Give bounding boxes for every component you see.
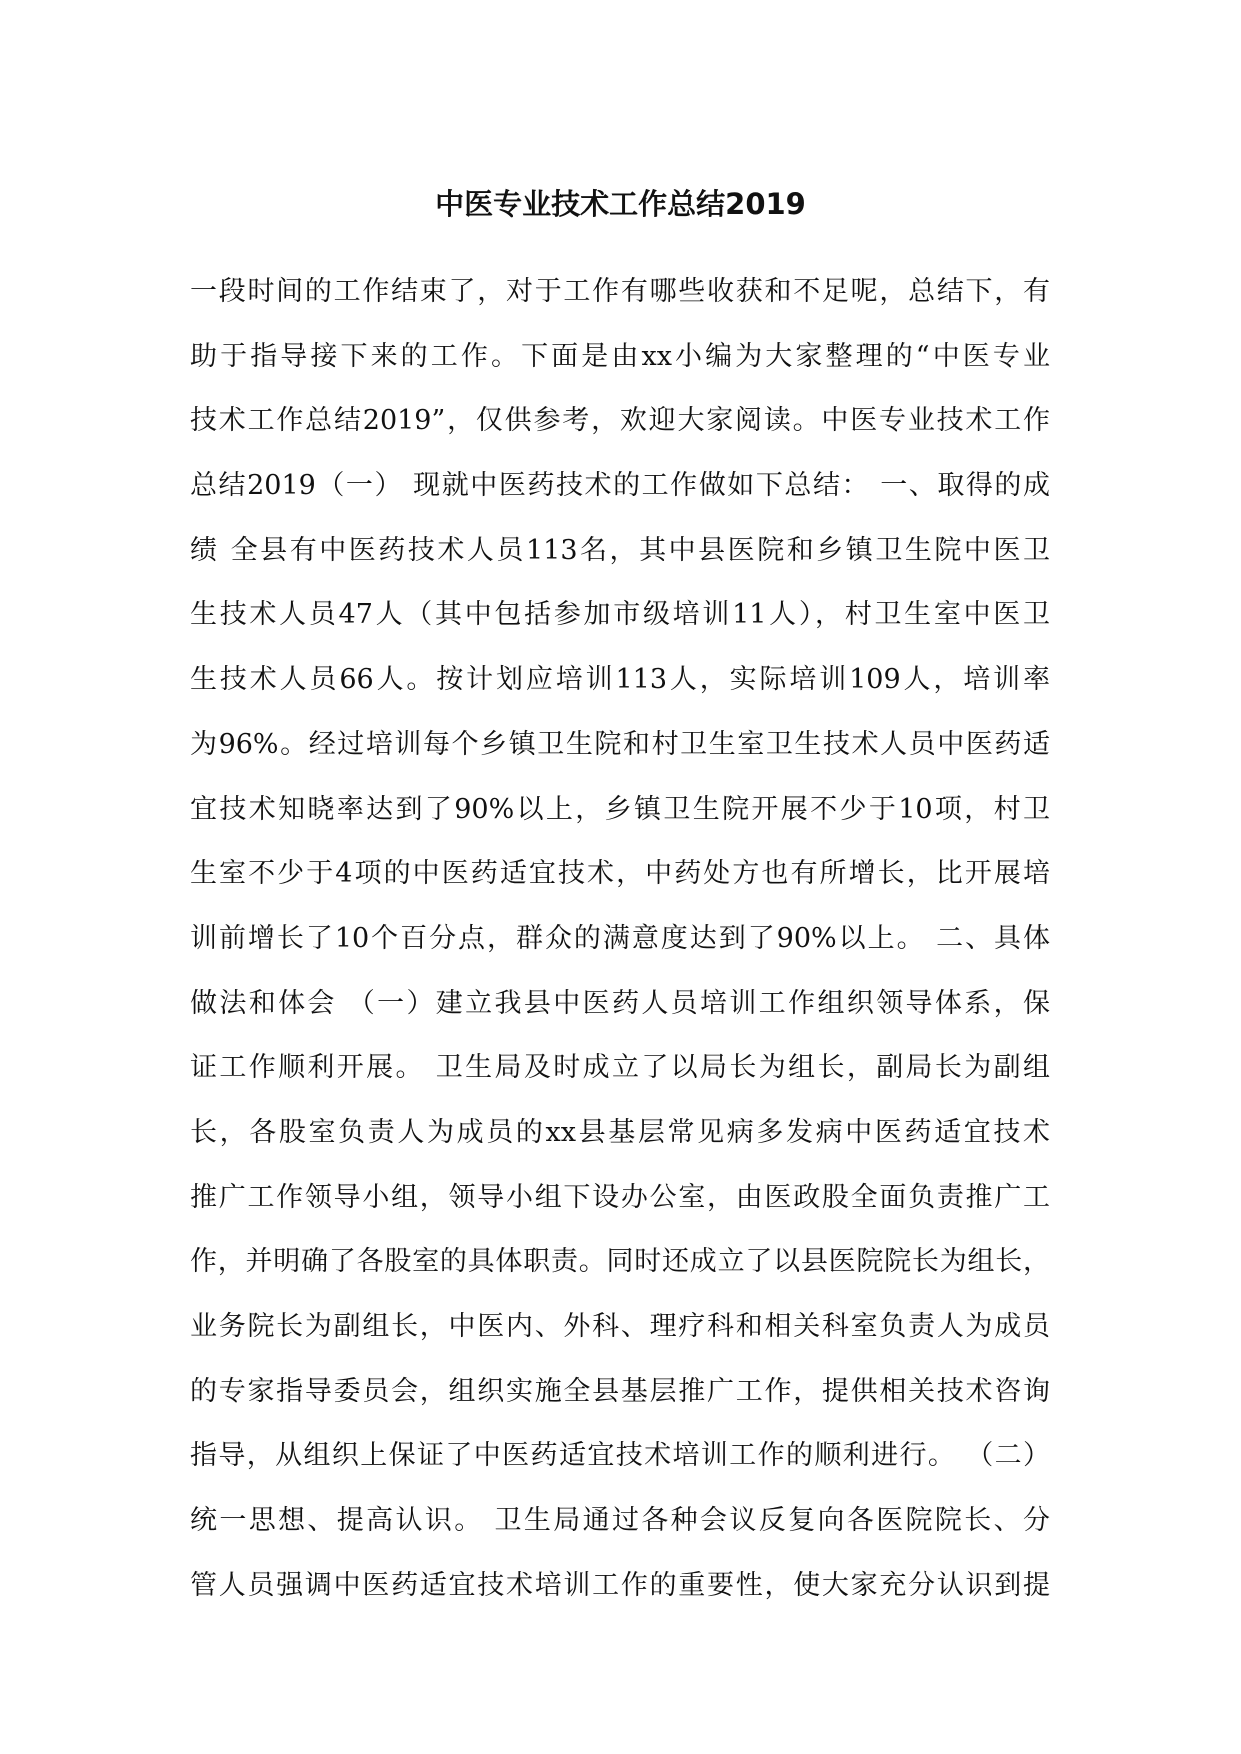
body-line: 为96%。经过培训每个乡镇卫生院和村卫生室卫生技术人员中医药适 xyxy=(190,728,1050,760)
body-line: 宜技术知晓率达到了90%以上，乡镇卫生院开展不少于10项，村卫 xyxy=(190,793,1050,825)
body-line: 生技术人员47人（其中包括参加市级培训11人），村卫生室中医卫 xyxy=(190,599,1050,631)
body-line: 统一思想、提高认识。 卫生局通过各种会议反复向各医院院长、分 xyxy=(190,1505,1050,1537)
body-line: 指导，从组织上保证了中医药适宜技术培训工作的顺利进行。 （二） xyxy=(190,1440,1050,1472)
document-body xyxy=(190,260,1050,1618)
body-line: 证工作顺利开展。 卫生局及时成立了以局长为组长，副局长为副组 xyxy=(190,1052,1050,1084)
body-line: 的专家指导委员会，组织实施全县基层推广工作，提供相关技术咨询 xyxy=(190,1375,1050,1407)
body-line: 生室不少于4项的中医药适宜技术，中药处方也有所增长，比开展培 xyxy=(190,858,1050,890)
body-line: 训前增长了10个百分点，群众的满意度达到了90%以上。 二、具体 xyxy=(190,922,1050,954)
body-line: 作，并明确了各股室的具体职责。同时还成立了以县医院院长为组长， xyxy=(190,1246,1050,1278)
body-line: 技术工作总结2019”，仅供参考，欢迎大家阅读。中医专业技术工作 xyxy=(190,405,1050,437)
body-line: 生技术人员66人。按计划应培训113人，实际培训109人，培训率 xyxy=(190,664,1050,696)
body-line: 业务院长为副组长，中医内、外科、理疗科和相关科室负责人为成员 xyxy=(190,1311,1050,1342)
body-line: 做法和体会 （一）建立我县中医药人员培训工作组织领导体系，保 xyxy=(190,987,1050,1019)
body-line: 助于指导接下来的工作。下面是由xx小编为大家整理的“中医专业 xyxy=(190,340,1050,372)
body-line: 长，各股室负责人为成员的xx县基层常见病多发病中医药适宜技术 xyxy=(190,1116,1050,1148)
body-line: 推广工作领导小组，领导小组下设办公室，由医政股全面负责推广工 xyxy=(190,1181,1050,1213)
body-line: 总结2019（一） 现就中医药技术的工作做如下总结： 一、取得的成 xyxy=(190,470,1050,502)
body-line: 绩 全县有中医药技术人员113名，其中县医院和乡镇卫生院中医卫 xyxy=(190,534,1050,566)
document-title: 中医专业技术工作总结2019 xyxy=(435,187,806,221)
body-line: 管人员强调中医药适宜技术培训工作的重要性，使大家充分认识到提 xyxy=(190,1569,1050,1601)
body-line: 一段时间的工作结束了，对于工作有哪些收获和不足呢，总结下，有 xyxy=(190,276,1050,307)
